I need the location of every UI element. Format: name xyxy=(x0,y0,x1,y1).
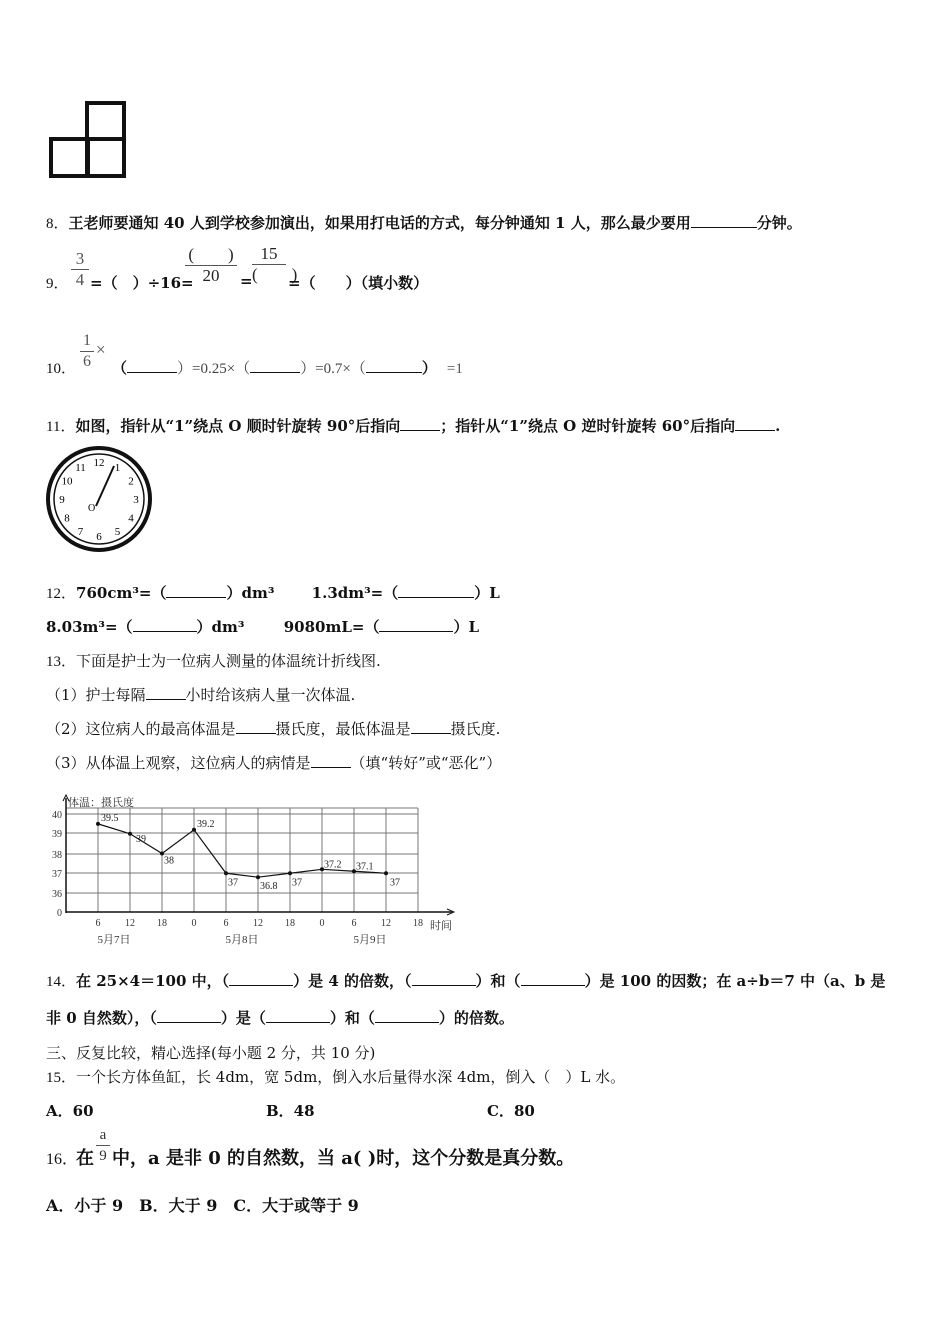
data-point xyxy=(128,832,132,836)
data-label: 37.2 xyxy=(324,859,342,871)
clock-number-9: 9 xyxy=(59,494,65,506)
question-13: 13．下面是护士为一位病人测量的体温统计折线图. xyxy=(46,652,381,670)
answer-blank[interactable] xyxy=(250,360,300,373)
temperature-line-chart xyxy=(44,792,460,950)
question-8: 8．王老师要通知 40 人到学校参加演出，如果用打电话的方式，每分钟通知 1 人，那么最少要用 分钟。 xyxy=(46,214,802,232)
clock-number-10: 10 xyxy=(61,475,73,488)
answer-blank[interactable] xyxy=(379,619,453,632)
answer-blank[interactable] xyxy=(157,1010,221,1023)
answer-blank[interactable] xyxy=(166,585,226,598)
question-15: 15．一个长方体鱼缸，长 4dm，宽 5dm，倒入水后量得水深 4dm，倒入（ ）L 水。 xyxy=(46,1068,626,1086)
question-12-line1: 12．760cm³=（ ）dm³ 1.3dm³=（ ）L xyxy=(46,584,500,602)
data-point xyxy=(384,871,388,875)
question-14-line2: 非 0 自然数），（ ）是（ ）和（ ）的倍数。 xyxy=(46,1009,514,1027)
clock-number-4: 4 xyxy=(128,512,134,525)
x-axis-label: 时间 xyxy=(430,920,452,932)
question-11: 11．如图，指针从“1”绕点 O 顺时针旋转 90°后指向 ；指针从“1”绕点 O 逆时针旋转 60°后指向 . xyxy=(46,417,781,435)
clock-number-11: 11 xyxy=(75,461,86,474)
bottom-left-square xyxy=(51,139,88,176)
data-label: 37 xyxy=(228,877,238,889)
date-label: 5月8日 xyxy=(225,934,259,946)
x-tick-label: 12 xyxy=(125,918,135,929)
x-tick-label: 6 xyxy=(95,918,101,929)
clock-number-12: 12 xyxy=(93,457,105,469)
question-13-sub2: （2）这位病人的最高体温是 摄氏度，最低体温是 摄氏度. xyxy=(46,720,501,738)
data-point xyxy=(256,875,260,879)
bottom-right-square xyxy=(87,139,124,176)
date-label: 5月7日 xyxy=(97,934,131,946)
data-label: 37 xyxy=(390,877,400,889)
answer-blank[interactable] xyxy=(366,360,422,373)
clock-number-7: 7 xyxy=(77,526,84,539)
clock-number-6: 6 xyxy=(96,531,102,543)
answer-blank[interactable] xyxy=(735,418,775,431)
y-tick-label: 40 xyxy=(52,810,62,821)
x-tick-label: 12 xyxy=(381,918,391,929)
clock-center-label: O xyxy=(88,503,96,514)
data-label: 39.5 xyxy=(101,812,119,824)
data-label: 39.2 xyxy=(197,818,215,830)
answer-blank[interactable] xyxy=(146,687,186,700)
squares-figure xyxy=(48,100,130,180)
clock-number-1: 1 xyxy=(114,461,121,474)
y-axis-label: 体温：摄氏度 xyxy=(68,797,134,809)
data-point xyxy=(288,871,292,875)
answer-blank[interactable] xyxy=(229,973,293,986)
answer-blank[interactable] xyxy=(127,360,177,373)
data-point xyxy=(96,822,100,826)
y-tick-label: 39 xyxy=(52,829,62,840)
x-tick-label: 6 xyxy=(351,918,357,929)
y-tick-label: 0 xyxy=(57,908,62,919)
answer-blank[interactable] xyxy=(236,721,276,734)
fraction-15-blank: 15 ( ) xyxy=(252,244,298,284)
option-b[interactable]: B．48 xyxy=(266,1102,315,1120)
question-16-options[interactable]: A．小于 9 B．大于 9 C．大于或等于 9 xyxy=(46,1196,359,1215)
option-c[interactable]: C．80 xyxy=(487,1102,535,1120)
answer-blank[interactable] xyxy=(375,1010,439,1023)
data-point xyxy=(192,828,196,832)
question-14-line1: 14．在 25×4＝100 中，（ ）是 4 的倍数，（ ）和（ ）是 100 的因数；在 a÷b＝7 中（a、b 是 xyxy=(46,972,886,990)
x-tick-label: 0 xyxy=(191,918,197,929)
data-label: 37 xyxy=(292,877,302,889)
clock-number-3: 3 xyxy=(133,494,139,506)
y-tick-label: 38 xyxy=(52,850,62,861)
question-13-sub3: （3）从体温上观察，这位病人的病情是 （填“转好”或“恶化”） xyxy=(46,754,502,772)
question-12-line2: 8.03m³=（ ）dm³ 9080mL=（ ）L xyxy=(46,618,480,636)
x-tick-label: 18 xyxy=(157,918,167,929)
x-tick-label: 12 xyxy=(253,918,263,929)
x-tick-label: 18 xyxy=(413,918,423,929)
y-tick-label: 37 xyxy=(52,869,62,880)
option-a[interactable]: A．60 xyxy=(46,1102,94,1120)
answer-blank[interactable] xyxy=(133,619,197,632)
answer-blank[interactable] xyxy=(691,215,757,228)
answer-blank[interactable] xyxy=(311,755,351,768)
fraction-1-6: 1 6 xyxy=(80,332,94,371)
clock-figure xyxy=(44,446,156,554)
fraction-blank-20: ( ) 20 xyxy=(185,246,237,285)
clock-number-2: 2 xyxy=(128,475,134,488)
data-label: 39 xyxy=(136,833,146,845)
answer-blank[interactable] xyxy=(266,1010,330,1023)
section-3-title: 三、反复比较，精心选择(每小题 2 分，共 10 分) xyxy=(46,1044,376,1062)
chart-grid xyxy=(66,808,418,912)
x-tick-label: 18 xyxy=(285,918,295,929)
top-square xyxy=(87,103,124,139)
x-tick-label: 0 xyxy=(319,918,325,929)
y-tick-label: 36 xyxy=(52,889,62,900)
x-tick-label: 6 xyxy=(223,918,229,929)
fraction-3-4: 3 4 xyxy=(71,250,89,289)
date-label: 5月9日 xyxy=(353,934,387,946)
temperature-series-line xyxy=(98,824,386,877)
answer-blank[interactable] xyxy=(400,418,440,431)
answer-blank[interactable] xyxy=(521,973,585,986)
answer-blank[interactable] xyxy=(398,585,474,598)
data-point xyxy=(224,871,228,875)
question-13-sub1: （1）护士每隔 小时给该病人量一次体温. xyxy=(46,686,356,704)
clock-number-5: 5 xyxy=(114,526,121,539)
fraction-a-9: a 9 xyxy=(96,1126,110,1165)
data-label: 38 xyxy=(164,855,174,867)
data-label: 36.8 xyxy=(260,881,278,893)
answer-blank[interactable] xyxy=(411,721,451,734)
clock-number-8: 8 xyxy=(64,512,70,525)
answer-blank[interactable] xyxy=(412,973,476,986)
data-label: 37.1 xyxy=(356,861,374,873)
